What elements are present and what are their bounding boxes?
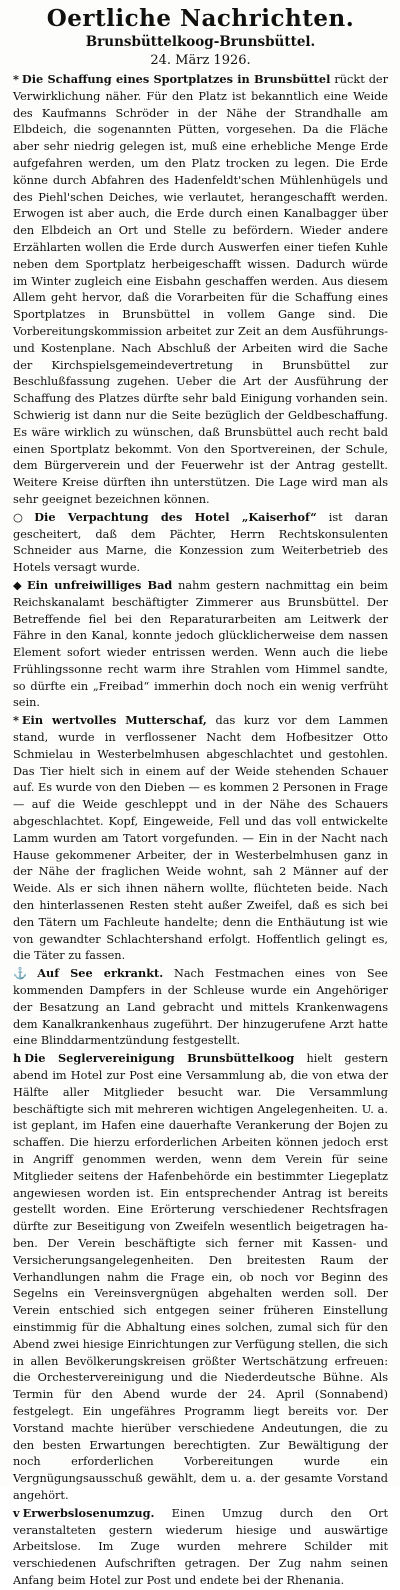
anchor-marker: ⚓ bbox=[13, 966, 35, 981]
article-see bbox=[13, 965, 388, 1050]
letter-marker: v bbox=[13, 1505, 20, 1520]
article-lead: Erwerbslosenumzug. bbox=[22, 1505, 155, 1520]
article-lead: Die Seglervereinigung Brunsbüttelkoog bbox=[24, 1051, 295, 1066]
article-kaiserhof bbox=[13, 509, 388, 577]
asterisk-marker: * bbox=[13, 72, 19, 86]
article-lead: Auf See erkrankt. bbox=[37, 966, 164, 981]
article-list bbox=[13, 71, 388, 1590]
article-body: das kurz vor dem Lammen stand, wurde in verflossener Nacht dem Hofbesitzer Otto Schmielau in Westerbelmhusen abgeschlachtet und gestohlen. Das Tier hielt sich in einem auf der Weide stehenden Schauer auf. Es wurde von den Dieben — es kommen 2 Personen in Frage — auf die Weide geschleppt und in der Nähe des Schauers abgeschlachtet. Kopf, Eingeweide, Fell und das voll entwickelte Lamm wurden am Tatort vorgefunden. — Ein in der Nacht nach Hause gekommener Arbeiter, der in Westerbelmhusen ganz in der Nähe der fraglichen Weide wohnt, sah 2 Männer auf der Weide. Als er sich ihnen nähern wollte, flüchteten beide. Nach den hinterlassenen Resten steht außer Zweifel, daß es sich bei den Tätern um Fachleute handelte; denn die Enthäutung ist wie von gewandter Schlachtershand erfolgt. Hoffentlich gelingt es, die Täter zu fassen. bbox=[13, 714, 389, 963]
article-body: hielt gestern abend im Hotel zur Post eine Versammlung ab, die von etwa der Hälfte aller Mitglieder besucht war. Die Versammlung beschäftigte sich mit mehreren wichtigen Angelegenheiten. U. a. ist geplant, im Hafen eine dauerhafte Verankerung der Bojen zu schaffen. Die hierzu erforderlichen Arbeiten können jedoch erst in Angriff genommen werden, wenn dem Verein für seine Mitglieder seitens der Hafenbehörde ein bestimmter Liegeplatz angewiesen worden ist. Ein entsprechender Antrag ist bereits gestellt worden. Eine Erörterung verschiedener Rechtsfragen dürfte zur Beseitigung von Zweifeln wesentlich beigetragen haben. Der Verein beschäftigte sich ferner mit Kassen- und Versicherungsangelegenheiten. Den breitesten Raum der Verhandlungen nahm die Frage ein, ob noch vor Beginn des Segelns ein Vereinsvergnügen abgehalten werden soll. Der Verein entschied sich entgegen seiner früheren Einstellung einstimmig für die Abhaltung eines solchen, zumal sich für den Abend zwei hiesige Einrichtungen zur Verfügung stellen, die sich in allen Bevölkerungskreisen größter Wertschätzung erfreuen: die Orchestervereinigung und die Niederdeutsche Bühne. Als Termin für den Abend wurde der 24. April (Sonnabend) festgelegt. Ein ungefähres Programm liegt bereits vor. Der Vorstand machte hierüber verschiedene Andeutungen, die zu den besten Erwartungen berechtigten. Zur Bewältigung der noch erforderlichen Vorbereitungen wurde ein Vergnügungsausschuß gewählt, dem u. a. der gesamte Vorstand angehört. bbox=[13, 1052, 389, 1502]
article-body: ist daran gescheitert, daß dem Pächter, Herrn Rechtskonsulenten Schneider aus Marne, die Konzession zum Weiterbetrieb des Hotels versagt wurde. bbox=[13, 510, 388, 575]
circle-marker: ○ bbox=[13, 509, 32, 524]
section-title: Oertliche Nachrichten. bbox=[46, 5, 355, 32]
article-bad bbox=[13, 577, 388, 712]
article-body: nahm gestern nachmittag ein beim Reichskanalamt beschäftigter Zimmerer aus Brunsbüttel. Der Betreffende fiel bei den Reparaturarbeiten am Leitwerk der Fähre in den Kanal, konnte jedoch glücklicherweise dem nassen Element sofort wieder entrissen werden. Wenn auch die liebe Frühlingssonne recht warm ihre Strahlen vom Himmel sandte, so dürfte ein „Freibad“ immerhin doch noch ein wenig verfrüht sein. bbox=[13, 578, 388, 710]
asterisk-marker: * bbox=[13, 713, 19, 728]
locality-heading: Brunsbüttelkoog-Brunsbüttel. bbox=[85, 34, 316, 50]
article-body: rückt der Verwirklichung näher. Für den Platz ist bekanntlich eine Weide des Kaufmanns Schröder in der Nähe der Strandhalle am Elbdeich, die sogenannten Pütten, vorgesehen. Da die Fläche aber sehr niedrig gelegen ist, muß eine erhebliche Menge Erde aufgefahren werden, um den Platz trocken zu legen. Die Erde könne durch Abfahren des Hadenfeldt'schen Mühlenhügels und des Piehl'schen Deiches, wie verlautet, herangeschafft werden. Erwogen ist aber auch, die Erde durch einen Kanalbagger über den Elbdeich an Ort und Stelle zu befördern. Wieder andere Erzählarten wollen die Erde durch Auswerfen einer tiefen Kuhle neben dem Sportplatz herbeigeschafft wissen. Dadurch würde im Winter zugleich eine Eisbahn geschaffen werden. Aus diesem Allem geht hervor, daß die Vorarbeiten für die Schaffung eines Sportplatzes in Brunsbüttel in vollem Gange sind. Die Vorbereitungskommission arbeitet zur Zeit an dem Ausführungs- und Kostenplane. Nach Abschluß der Arbeiten wird die Sache der Kirchspielsgemeindevertretung in Brunsbüttel zur Beschlußfassung zugehen. Ueber die Art der Ausführung der Schaffung des Platzes dürfte sehr bald Einigung vorhanden sein. Schwierig ist dann nur die Seite bezüglich der Geldbeschaffung. Es wäre wirklich zu wünschen, daß Brunsbüttel auch recht bald einen Sportplatz bekommt. Von den Sportvereinen, der Schule, dem Bürgerverein und der Feuerwehr ist der Antrag gestellt. Weitere Kreise dürften ihn unterstützen. Die Lage wird man als sehr geeignet bezeichnen können. bbox=[13, 73, 389, 506]
article-body: Nach Festmachen eines von See kommenden Dampfers in der Schleuse wurde ein Angehöriger der Besatzung an Land gebracht und mittels Krankenwagens dem Kanalkrankenhaus zugeführt. Der hinzugerufene Arzt hatte eine Blinddarmentzündung festgestellt. bbox=[13, 967, 388, 1048]
diamond-marker: ◆ bbox=[13, 577, 24, 592]
article-segler bbox=[13, 1050, 388, 1505]
article-mutterschaf bbox=[13, 712, 388, 965]
article-lead: Ein wertvolles Mutterschaf, bbox=[21, 713, 207, 728]
article-lead: Die Verpachtung des Hotel „Kaiserhof“ bbox=[34, 509, 317, 524]
article-lead: Die Schaffung eines Sportplatzes in Brunsbüttel bbox=[21, 72, 331, 86]
article-body: Einen Umzug durch den Ort veranstalteten gestern wiederum hiesige und auswärtige Arbeitslose. Im Zuge wurden mehrere Schilder mit verschiedenen Aufschriften getragen. Der Zug nahm seinen Anfang beim Hotel zur Post und endete bei der Rhenania. bbox=[13, 1506, 389, 1587]
issue-date: 24. März 1926. bbox=[150, 53, 251, 68]
article-lead: Ein unfreiwilliges Bad bbox=[26, 577, 173, 592]
letter-marker: h bbox=[13, 1051, 22, 1066]
article-sportplatz bbox=[13, 71, 388, 509]
article-erwerbslose bbox=[13, 1505, 388, 1590]
